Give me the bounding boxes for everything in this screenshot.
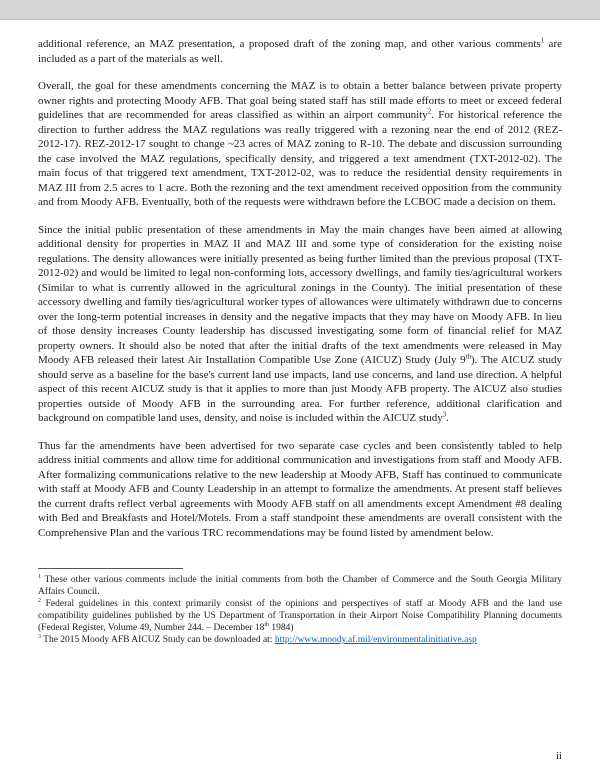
text-run: . For historical reference the direction to further address the MAZ regulations was really triggered with a rezoning near the end of 2012 (REZ-2012-17). REZ-2012-17 sought to change ~23 acres of MAZ zoning to R-10. The debate and discussion surrounding the case involved the MAZ regulations, specifically density, and triggered a text amendment (TXT-2012-02). The main focus of that triggered text amendment, TXT-2012-02, was to reduce the residential density requirements in MAZ III from 2.5 acres to 1 acre. Both the rezoning and the text amendment received opposition from the community and from Moody AFB. Eventually, both of the requests were withdrawn before the LCBOC made a decision on them. — [38, 109, 562, 209]
footnote-separator — [38, 568, 183, 569]
text-run: . — [446, 412, 449, 425]
footnote — [38, 598, 562, 634]
paragraph — [38, 439, 562, 541]
footnote-marker: 2 — [427, 108, 432, 116]
footnote-marker: 2 — [38, 597, 41, 604]
text-run: Thus far the amendments have been advertised for two separate case cycles and been consistently tabled to help address initial comments and allow time for additional communication and investigations from staff and Moody AFB. After formalizing communications relative to the new leadership at Moody AFB, Staff has continued to communicate with staff at Moody AFB and County Leadership in an attempt to formalize the amendments. At present staff believes the current drafts reflect verbal agreements with Moody AFB staff on all amendments except Amendment #8 dealing with Bed and Breakfasts and Hotel/Motels. From a staff standpoint these amendments are overall consistent with the Comprehensive Plan and the various TRC recommendations may be found listed by amendment below. — [38, 439, 562, 539]
footnote-marker: th — [264, 621, 270, 628]
text-run: are included as a part of the materials as well. — [38, 38, 562, 65]
text-run: Since the initial public presentation of these amendments in May the main changes have been aimed at allowing additional density for properties in MAZ II and MAZ III and some type of consideration for the existing noise regulations. The density allowances were initially presented as being further limited than the previous proposal (TXT-2012-02) and would be limited to legal non-conforming lots, accessory dwellings, and family ties/agricultural workers (Similar to what is currently allowed in the agricultural zonings in the County). The initial presentation of these accessory dwelling and family ties/agricultural worker types of allowances were ultimately withdrawn due to concerns over the long-term potential increases in density and the negative impacts that they may have on Moody AFB. In lieu of those density increases County leadership has discussed investigating some form of financial relief for MAZ property owners. It should also be noted that after the initial drafts of the text amendments were released in May Moody AFB released their latest Air Installation Compatible Use Zone (AICUZ) Study (July 9 — [38, 223, 562, 367]
paragraph — [38, 79, 562, 210]
footnote — [38, 634, 562, 646]
footnote-marker: th — [465, 353, 471, 361]
hyperlink[interactable]: http://www.moody.af.mil/environmentalinitiative.asp — [274, 635, 477, 646]
footnote-marker: 1 — [38, 573, 41, 580]
footnote-marker: 1 — [540, 37, 545, 45]
text-run: ). The AICUZ study should serve as a baseline for the base's current land use impacts, land use concerns, and land use direction. A helpful aspect of this recent AICUZ study is that it applies to more than just Moody AFB property. The AICUZ also studies properties outside of Moody AFB in the surrounding area. For further reference, additional clarification and background on compatible land uses, density, and noise is included within the AICUZ study — [38, 354, 562, 425]
footnote-marker: 3 — [38, 634, 41, 641]
text-run: Federal guidelines in this context primarily consist of the opinions and perspectives of staff at Moody AFB and the land use compatibility guidelines published by the US Department of Transportation in their Airport Noise Compatibility Planning documents (Federal Register, Volume 49, Number 244. – December 18 — [38, 598, 562, 634]
document-body — [38, 37, 562, 541]
text-run: 1984) — [269, 623, 294, 634]
text-run: These other various comments include the initial comments from both the Chamber of Commerce and the South Georgia Military Affairs Council. — [38, 574, 562, 597]
page-number: ii — [555, 750, 562, 762]
text-run: The 2015 Moody AFB AICUZ Study can be downloaded at: — [40, 635, 275, 646]
document-page — [0, 20, 600, 776]
paragraph — [38, 37, 562, 66]
viewer-top-edge — [0, 0, 600, 20]
footnote — [38, 574, 562, 598]
footnotes — [38, 574, 562, 647]
paragraph — [38, 223, 562, 426]
text-run: additional reference, an MAZ presentation, a proposed draft of the zoning map, and other various comments — [38, 38, 541, 50]
footnote-marker: 3 — [442, 411, 447, 419]
text-run: Overall, the goal for these amendments concerning the MAZ is to obtain a better balance between private property owner rights and protecting Moody AFB. That goal being stated staff has still made efforts to meet or exceed federal guidelines that are recommended for areas classified as within an airport community — [38, 80, 562, 122]
